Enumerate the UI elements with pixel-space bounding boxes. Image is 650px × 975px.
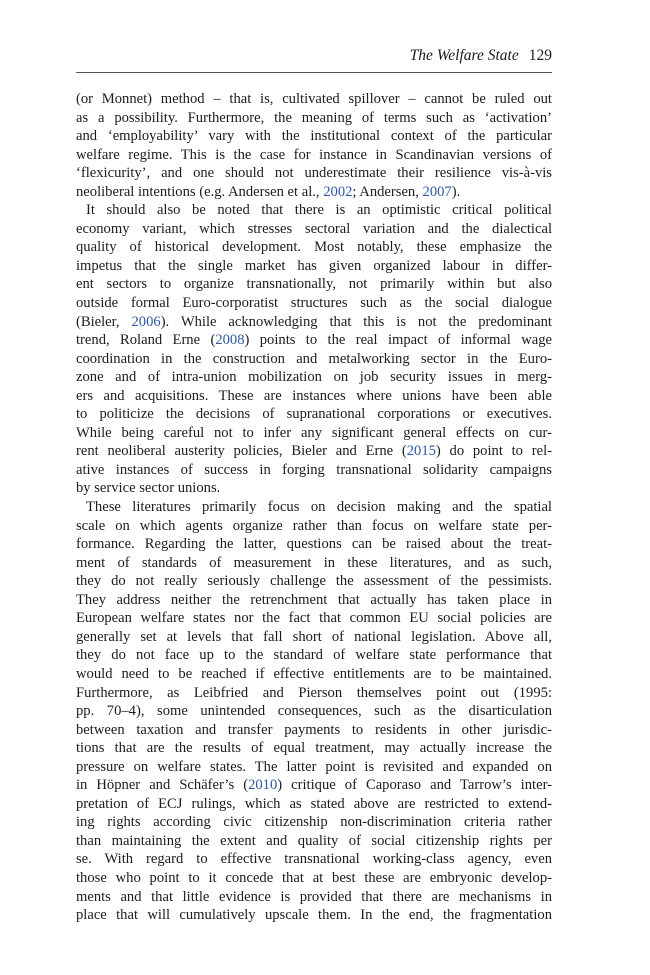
text-line [76,758,552,777]
text-line [76,238,552,257]
line-text: generally set at levels that fall short of national legislation. Above all, [76,628,552,645]
line-text: ative instances of success in forging transnational solidarity campaigns [76,461,552,478]
line-text: pretation of ECJ rulings, which as stated above are restricted to extend- [76,795,552,812]
line-text: between taxation and transfer payments to residents in other jurisdic- [76,721,552,738]
line-text: they do not really seriously challenge the assessment of the pessimists. [76,573,552,590]
text-line [76,127,552,146]
text-line [76,275,552,294]
line-text: ent sectors to organize transnationally, not primarily within but also [76,276,552,293]
text-line [76,424,552,443]
line-text: (or Monnet) method – that is, cultivated spillover – cannot be ruled out [76,91,552,107]
text-line [76,517,552,536]
line-text: scale on which agents organize rather than focus on welfare state per- [76,517,552,534]
line-text: and ‘employability’ vary with the institutional context of the particular [76,128,552,145]
text-line [76,591,552,610]
text-line [76,257,552,276]
citation-year-link[interactable]: 2015 [406,443,436,460]
text-line [76,721,552,740]
line-text: in Höpner and Schäfer’s ( [76,777,249,794]
running-head-title: The Welfare State [409,47,519,64]
running-head [76,46,552,66]
line-text: tions that are the results of equal treatment, may actually increase the [76,740,552,757]
text-line [76,387,552,406]
text-line [76,684,552,703]
line-text: economy variant, which stresses sectoral variation and the dialectical [76,220,552,237]
text-line [76,201,552,220]
line-text: than maintaining the extent and quality of social citizenship rights per [76,832,552,849]
text-line [76,498,552,517]
text-line [76,220,552,239]
text-line [76,832,552,851]
text-line [76,313,552,332]
line-text: se. With regard to effective transnational working-class agency, even [76,851,552,868]
text-line [76,294,552,313]
line-text: to politicize the decisions of supranational corporations or executives. [76,406,552,423]
line-text: rent neoliberal austerity policies, Bieler and Erne ( [76,443,407,460]
citation-year-link[interactable]: 2006 [131,313,161,330]
text-line [76,183,552,202]
line-text: pressure on welfare states. The latter point is revisited and expanded on [76,758,552,775]
line-text: impetus that the single market has given organized labour in differ- [76,257,552,274]
text-line [76,350,552,369]
text-line [76,479,552,498]
line-text: (Bieler, [76,313,132,330]
text-line [76,739,552,758]
text-line [76,368,552,387]
text-line [76,776,552,795]
line-text: coordination in the construction and metalworking sector in the Euro- [76,350,552,367]
line-text: by service sector unions. [76,480,221,497]
line-text: While being careful not to infer any significant general effects on cur- [76,424,552,441]
line-text: place that will cumulatively upscale them. In the end, the fragmentation [76,907,552,924]
citation-year-link[interactable]: 2002 [323,183,353,200]
text-line [76,813,552,832]
line-text: trend, Roland Erne ( [76,332,216,349]
line-text: ) do point to rel- [435,443,552,460]
line-text: neoliberal intentions (e.g. Andersen et al., [76,183,324,200]
line-text: formance. Regarding the latter, questions can be raised about the treat- [76,536,552,553]
text-line [76,572,552,591]
text-line [76,906,552,925]
line-text: These literatures primarily focus on decision making and the spatial [86,499,552,516]
line-text: ) critique of Caporaso and Tarrow’s inter- [277,777,552,794]
text-line [76,795,552,814]
text-line [76,554,552,573]
text-line [76,90,552,109]
line-text: ‘flexicurity’, and one should not underestimate their resilience vis-à-vis [76,165,552,182]
text-line [76,702,552,721]
text-line [76,164,552,183]
line-text: pp. 70–4), some unintended consequences, such as the disarticulation [76,703,552,720]
citation-year-link[interactable]: 2007 [422,183,452,200]
line-text: welfare regime. This is the case for instance in Scandinavian versions of [76,146,552,163]
line-text: those who point to it concede that at best these are embryonic develop- [76,869,552,886]
text-line [76,850,552,869]
line-text: It should also be noted that there is an optimistic critical political [86,202,552,219]
line-text: would need to be reached if effective entitlements are to be maintained. [76,665,552,682]
text-line [76,109,552,128]
citation-year-link[interactable]: 2008 [215,332,245,349]
text-line [76,646,552,665]
line-text: they do not face up to the standard of welfare state performance that [76,647,552,664]
line-text: European welfare states nor the fact that common EU social policies are [76,610,552,627]
text-line [76,628,552,647]
text-line [76,888,552,907]
line-text: They address neither the retrenchment that actually has taken place in [76,591,552,608]
text-line [76,609,552,628]
text-line [76,146,552,165]
line-text: ; Andersen, [352,183,423,200]
text-line [76,405,552,424]
text-line [76,869,552,888]
line-text: ments and that little evidence is provided that there are mechanisms in [76,888,552,905]
line-text: zone and of intra-union mobilization on job security issues in merg- [76,369,552,386]
line-text: ing rights according civic citizenship non-discrimination criteria rather [76,814,552,831]
line-text: quality of historical development. Most notably, these emphasize the [76,239,552,256]
line-text: as a possibility. Furthermore, the meaning of terms such as ‘activation’ [76,109,552,126]
line-text: ers and acquisitions. These are instances where unions have been able [76,387,552,404]
text-line [76,442,552,461]
body-text [76,90,552,925]
citation-year-link[interactable]: 2010 [248,777,278,794]
header-rule [76,72,552,73]
text-line [76,665,552,684]
line-text: ). While acknowledging that this is not the predominant [160,313,552,330]
text-line [76,331,552,350]
text-line [76,535,552,554]
page-number: 129 [528,47,552,64]
line-text: outside formal Euro-corporatist structures such as the social dialogue [76,295,552,312]
line-text: ). [451,183,461,200]
text-line [76,461,552,480]
line-text: ) points to the real impact of informal wage [244,332,552,349]
line-text: ment of standards of measurement in these literatures, and as such, [76,554,552,571]
line-text: Furthermore, as Leibfried and Pierson themselves point out (1995: [76,684,552,701]
